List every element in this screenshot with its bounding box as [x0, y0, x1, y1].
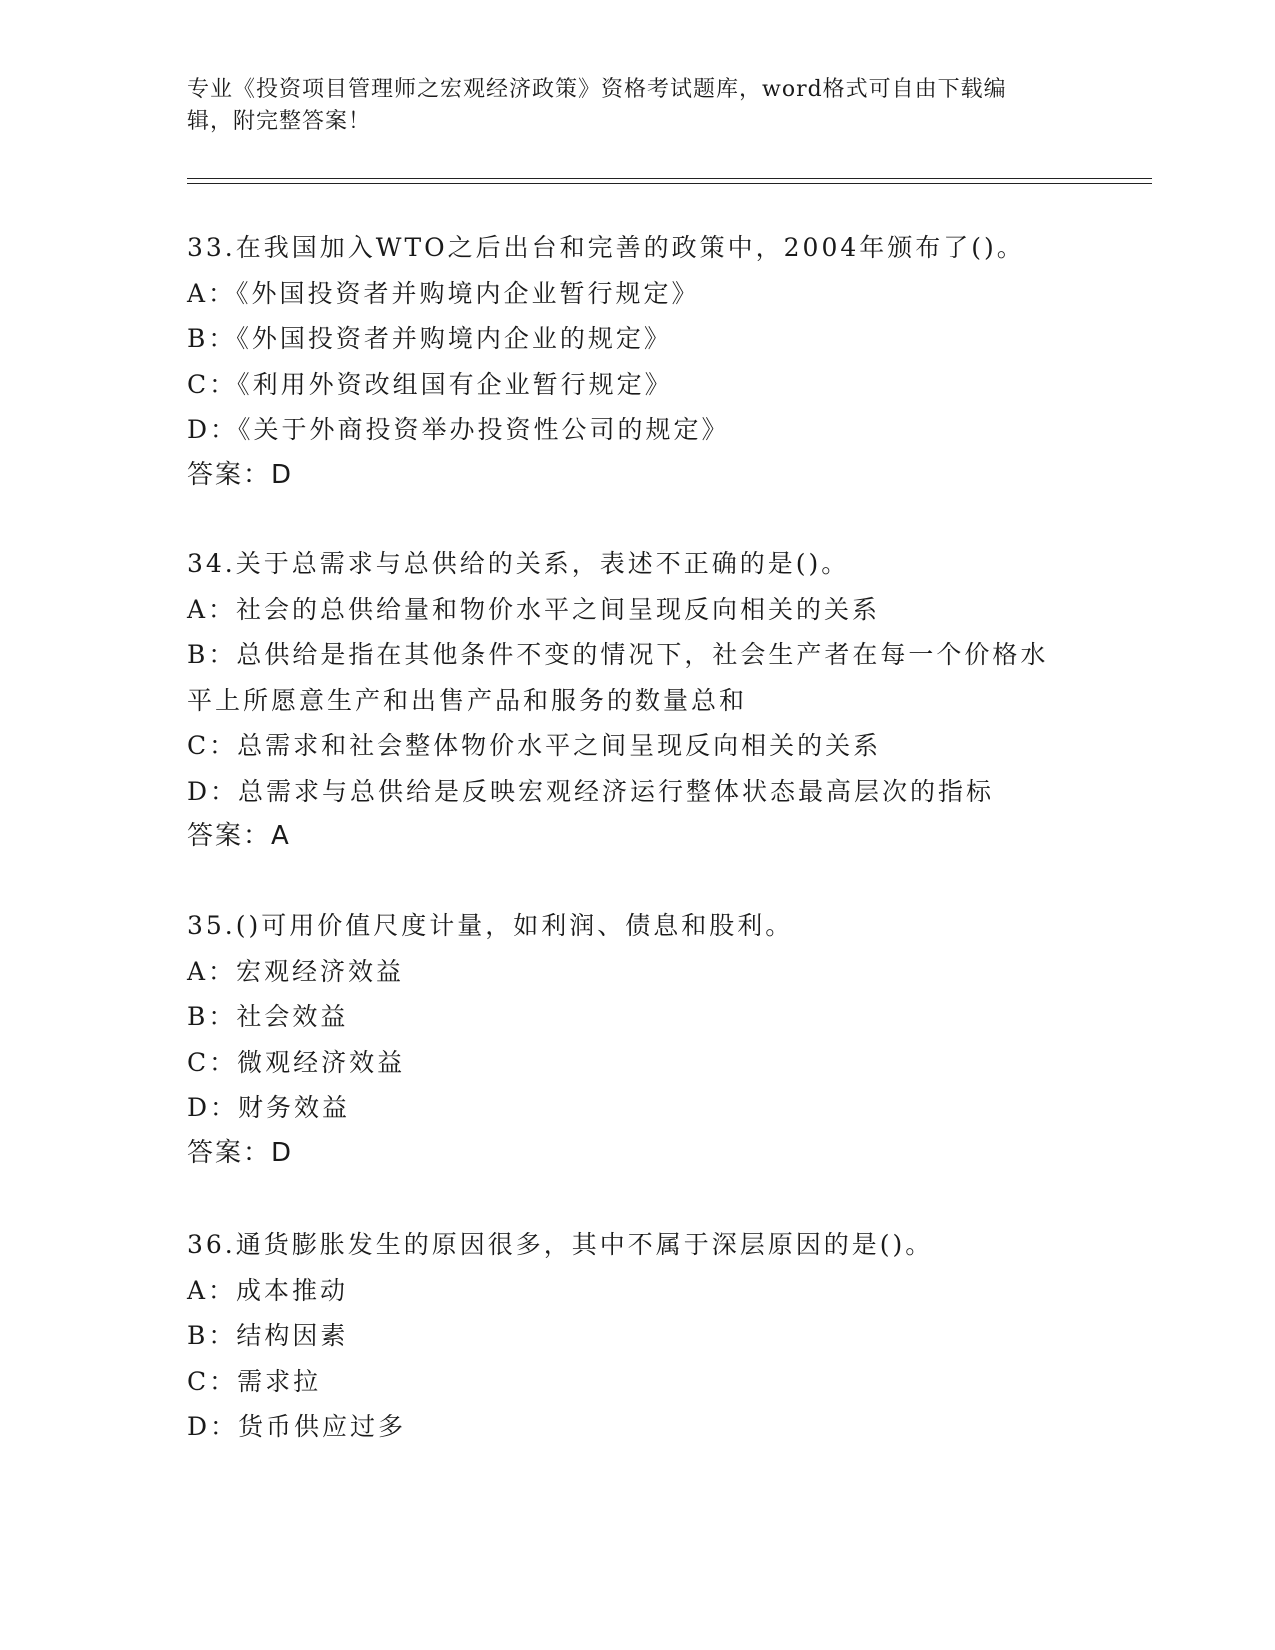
option-b-continued: 平上所愿意生产和出售产品和服务的数量总和: [187, 685, 748, 715]
document-header: 专业《投资项目管理师之宏观经济政策》资格考试题库，word格式可自由下载编 辑，附完整答案！: [187, 77, 1007, 134]
header-divider-top: [187, 178, 1152, 179]
option-b: B：《外国投资者并购境内企业的规定》: [187, 324, 672, 353]
option-d: D：货币供应过多: [187, 1412, 407, 1441]
question-stem: 36.通货膨胀发生的原因很多，其中不属于深层原因的是()。: [187, 1230, 934, 1259]
option-b: B：社会效益: [187, 1002, 349, 1031]
option-c: C：《利用外资改组国有企业暂行规定》: [187, 369, 673, 399]
answer: 答案：D: [187, 459, 294, 490]
option-c: C：总需求和社会整体物价水平之间呈现反向相关的关系: [187, 731, 882, 760]
question-35: [187, 903, 1087, 1176]
question-34: [187, 541, 1087, 860]
option-a: A：成本推动: [187, 1275, 349, 1305]
question-stem: 34.关于总需求与总供给的关系，表述不正确的是()。: [187, 549, 850, 578]
option-d: D：财务效益: [187, 1093, 351, 1122]
option-c: C：需求拉: [187, 1366, 322, 1396]
option-b: B：结构因素: [187, 1321, 349, 1350]
option-d: D：《关于外商投资举办投资性公司的规定》: [187, 415, 730, 444]
option-a: A：社会的总供给量和物价水平之间呈现反向相关的关系: [187, 594, 881, 624]
option-c: C：微观经济效益: [187, 1047, 406, 1077]
question-stem: 33.在我国加入WTO之后出台和完善的政策中，2004年颁布了()。: [187, 233, 1025, 262]
answer: 答案：A: [187, 821, 291, 851]
header-divider-bottom: [187, 183, 1152, 184]
option-a: A：《外国投资者并购境内企业暂行规定》: [187, 278, 700, 308]
question-33: [187, 225, 1087, 498]
question-stem: 35.()可用价值尺度计量，如利润、债息和股利。: [187, 911, 794, 940]
option-a: A：宏观经济效益: [187, 956, 405, 986]
question-36: [187, 1222, 1087, 1450]
answer: 答案：D: [187, 1137, 294, 1168]
option-d: D：总需求与总供给是反映宏观经济运行整体状态最高层次的指标: [187, 776, 995, 806]
option-b: B：总供给是指在其他条件不变的情况下，社会生产者在每一个价格水: [187, 640, 1049, 669]
